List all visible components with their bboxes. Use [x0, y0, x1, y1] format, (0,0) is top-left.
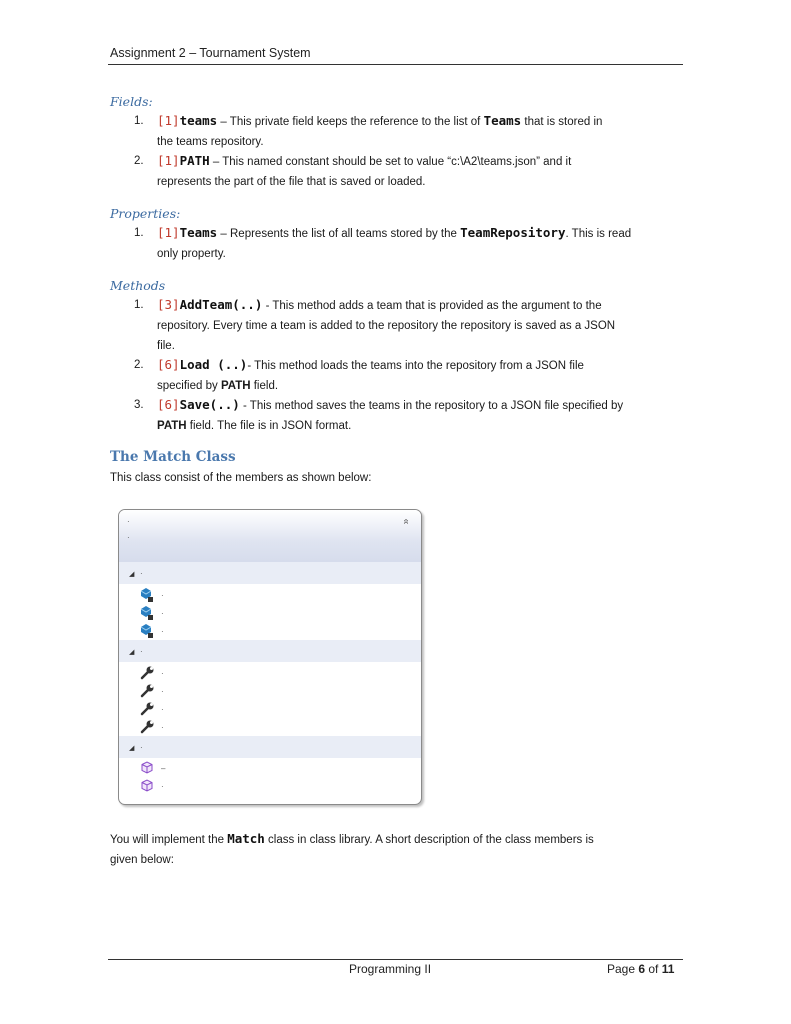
type-ref: Match	[227, 831, 265, 846]
class-diagram[interactable]	[118, 509, 422, 805]
list-number: 2.	[134, 359, 144, 371]
description: that is stored in	[521, 116, 603, 128]
class-name-placeholder: ·	[127, 517, 130, 526]
expand-triangle-icon[interactable]: ◢	[129, 649, 135, 656]
member-name: Teams	[179, 225, 218, 240]
type-ref: PATH	[220, 380, 251, 392]
method-cube-icon	[139, 778, 155, 794]
description: the teams repository.	[157, 136, 264, 148]
member-name: PATH	[179, 153, 210, 168]
description: . This is read	[565, 228, 632, 240]
compartment-label: ·	[140, 569, 143, 578]
member-label: ·	[161, 723, 164, 732]
field-icon	[139, 605, 155, 621]
wrench-icon	[139, 719, 155, 735]
description: represents the part of the file that is saved or loaded.	[157, 176, 426, 188]
description: class in class library. A short description of the class members is	[264, 834, 594, 846]
member-name: AddTeam(..)	[179, 297, 263, 312]
compartment-label: ·	[140, 647, 143, 656]
member-label: –	[161, 764, 166, 773]
class-diagram-header	[119, 510, 421, 562]
match-class-heading: The Match Class	[110, 449, 236, 465]
description: specified by	[157, 380, 221, 392]
description: – This private field keeps the reference to the list of	[217, 116, 484, 128]
list-number: 1.	[134, 227, 144, 239]
list-number: 3.	[134, 399, 144, 411]
properties-label: Properties:	[110, 206, 181, 221]
footer-rule	[108, 959, 683, 960]
member-name: Save(..)	[179, 397, 240, 412]
expand-triangle-icon[interactable]: ◢	[129, 571, 135, 578]
methods-label: Methods	[110, 278, 166, 293]
implement-paragraph	[110, 829, 685, 870]
field-icon	[139, 623, 155, 639]
marks: [3]	[157, 297, 180, 312]
description: repository. Every time a team is added to the repository the repository is saved as a JSON	[157, 320, 616, 332]
fields-label: Fields:	[110, 94, 153, 109]
header-rule	[108, 64, 683, 65]
property-member[interactable]	[139, 719, 339, 737]
description: field.	[250, 380, 279, 392]
description: given below:	[110, 854, 174, 866]
property-member[interactable]	[139, 683, 339, 701]
collapse-icon[interactable]: »	[400, 518, 412, 525]
type-ref: TeamRepository	[460, 225, 566, 240]
type-ref: PATH	[157, 420, 187, 432]
marks: [1]	[157, 113, 180, 128]
list-number: 1.	[134, 115, 144, 127]
method-item-load	[110, 355, 680, 396]
marks: [1]	[157, 225, 180, 240]
marks: [6]	[157, 397, 180, 412]
member-label: ·	[161, 591, 164, 600]
field-item-path	[110, 151, 680, 192]
class-kind-placeholder: ·	[127, 533, 130, 542]
property-member[interactable]	[139, 665, 339, 683]
properties-compartment-header[interactable]	[119, 640, 421, 662]
description: – Represents the list of all teams stored by the	[217, 228, 461, 240]
field-member[interactable]	[139, 605, 339, 623]
description: – This named constant should be set to value “c:\A2\teams.json” and it	[209, 156, 572, 168]
property-item-teams	[110, 223, 680, 264]
methods-compartment-header[interactable]	[119, 736, 421, 758]
page-prefix: Page	[607, 962, 639, 976]
field-member[interactable]	[139, 587, 339, 605]
member-label: ·	[161, 782, 164, 791]
member-label: ·	[161, 705, 164, 714]
wrench-icon	[139, 683, 155, 699]
member-label: ·	[161, 627, 164, 636]
member-label: ·	[161, 669, 164, 678]
description: field. The file is in JSON format.	[186, 420, 352, 432]
page-current: 6	[638, 962, 646, 976]
footer-course: Programming II	[349, 962, 432, 976]
page-of: of	[645, 962, 662, 976]
description: only property.	[157, 248, 226, 260]
description: You will implement the	[110, 834, 228, 846]
list-number: 2.	[134, 155, 144, 167]
marks: [1]	[157, 153, 180, 168]
wrench-icon	[139, 665, 155, 681]
member-label: ·	[161, 609, 164, 618]
compartment-label: ·	[140, 743, 143, 752]
wrench-icon	[139, 701, 155, 717]
description: file.	[157, 340, 175, 352]
field-icon	[139, 587, 155, 603]
page-total: 11	[661, 962, 675, 976]
footer-page-number	[607, 962, 674, 976]
property-member[interactable]	[139, 701, 339, 719]
method-item-save	[110, 395, 680, 436]
description: - This method adds a team that is provided as the argument to the	[262, 300, 602, 312]
method-item-addteam	[110, 295, 680, 356]
field-item-teams	[110, 111, 680, 152]
method-member[interactable]	[139, 778, 339, 796]
member-name: teams	[179, 113, 218, 128]
expand-triangle-icon[interactable]: ◢	[129, 745, 135, 752]
description: - This method loads the teams into the repository from a JSON file	[247, 360, 584, 372]
method-member[interactable]	[139, 760, 339, 778]
description: - This method saves the teams in the repository to a JSON file specified by	[239, 400, 624, 412]
method-cube-icon	[139, 760, 155, 776]
fields-compartment-header[interactable]	[119, 562, 421, 584]
member-label: ·	[161, 687, 164, 696]
type-ref: Teams	[483, 113, 522, 128]
marks: [6]	[157, 357, 180, 372]
member-name: Load (..)	[179, 357, 248, 372]
match-class-intro: This class consist of the members as shown below:	[110, 472, 372, 484]
header-title: Assignment 2 – Tournament System	[110, 46, 311, 60]
field-member[interactable]	[139, 623, 339, 641]
list-number: 1.	[134, 299, 144, 311]
